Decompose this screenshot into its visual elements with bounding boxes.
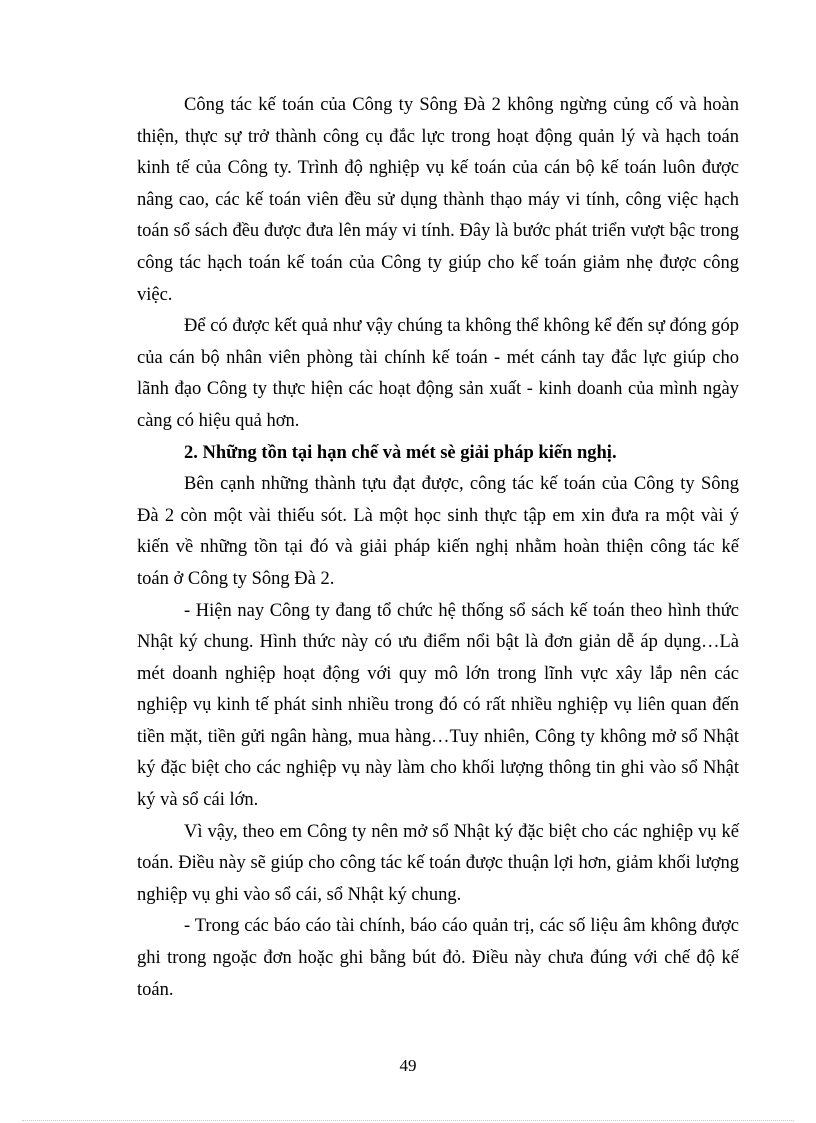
page-bottom-divider xyxy=(22,1120,794,1121)
section-heading: 2. Những tồn tại hạn chế và mét sè giải pháp kiến nghị. xyxy=(184,442,617,463)
paragraph-special-journal: Vì vậy, theo em Công ty nên mở sổ Nhật ký đặc biệt cho các nghiệp vụ kế toán. Điều này sẽ giúp cho công tác kế toán được thuận lợi hơn, giảm khối lượng nghiệp vụ ghi vào sổ cái, sổ Nhật ký chung. xyxy=(137,821,739,905)
page-body xyxy=(137,90,739,1006)
page-number: 49 xyxy=(399,1056,417,1075)
paragraph-negative-figures: - Trong các báo cáo tài chính, báo cáo quản trị, các số liệu âm không được ghi trong ngoặc đơn hoặc ghi bằng bút đỏ. Điều này chưa đúng với chế độ kế toán. xyxy=(137,916,739,1000)
paragraph-shortcomings-intro: Bên cạnh những thành tựu đạt được, công tác kế toán của Công ty Sông Đà 2 còn một vài thiếu sót. Là một học sinh thực tập em xin đưa ra một vài ý kiến về những tồn tại đó và giải pháp kiến nghị nhằm hoàn thiện công tác kế toán ở Công ty Sông Đà 2. xyxy=(137,474,739,589)
paragraph-general-journal: - Hiện nay Công ty đang tổ chức hệ thống sổ sách kế toán theo hình thức Nhật ký chung. Hình thức này có ưu điểm nổi bật là đơn giản dễ áp dụng…Là mét doanh nghiệp hoạt động với quy mô lớn trong lĩnh vực xây lắp nên các nghiệp vụ kinh tế phát sinh nhiều trong đó có rất nhiều nghiệp vụ liên quan đến tiền mặt, tiền gửi ngân hàng, mua hàng…Tuy nhiên, Công ty không mở sổ Nhật ký đặc biệt cho các nghiệp vụ này làm cho khối lượng thông tin ghi vào sổ Nhật ký và sổ cái lớn. xyxy=(137,600,739,811)
paragraph-staff-contribution: Để có được kết quả như vậy chúng ta không thể không kể đến sự đóng góp của cán bộ nhân viên phòng tài chính kế toán - mét cánh tay đắc lực giúp cho lãnh đạo Công ty thực hiện các hoạt động sản xuất - kinh doanh của mình ngày càng có hiệu quả hơn. xyxy=(137,316,739,431)
paragraph-accounting-improvement: Công tác kế toán của Công ty Sông Đà 2 không ngừng củng cố và hoàn thiện, thực sự trở thành công cụ đắc lực trong hoạt động quản lý và hạch toán kinh tế của Công ty. Trình độ nghiệp vụ kế toán của cán bộ kế toán luôn được nâng cao, các kế toán viên đều sử dụng thành thạo máy vi tính, công việc hạch toán sổ sách đều được đưa lên máy vi tính. Đây là bước phát triển vượt bậc trong công tác hạch toán kế toán của Công ty giúp cho kế toán giảm nhẹ được công việc. xyxy=(137,95,739,305)
